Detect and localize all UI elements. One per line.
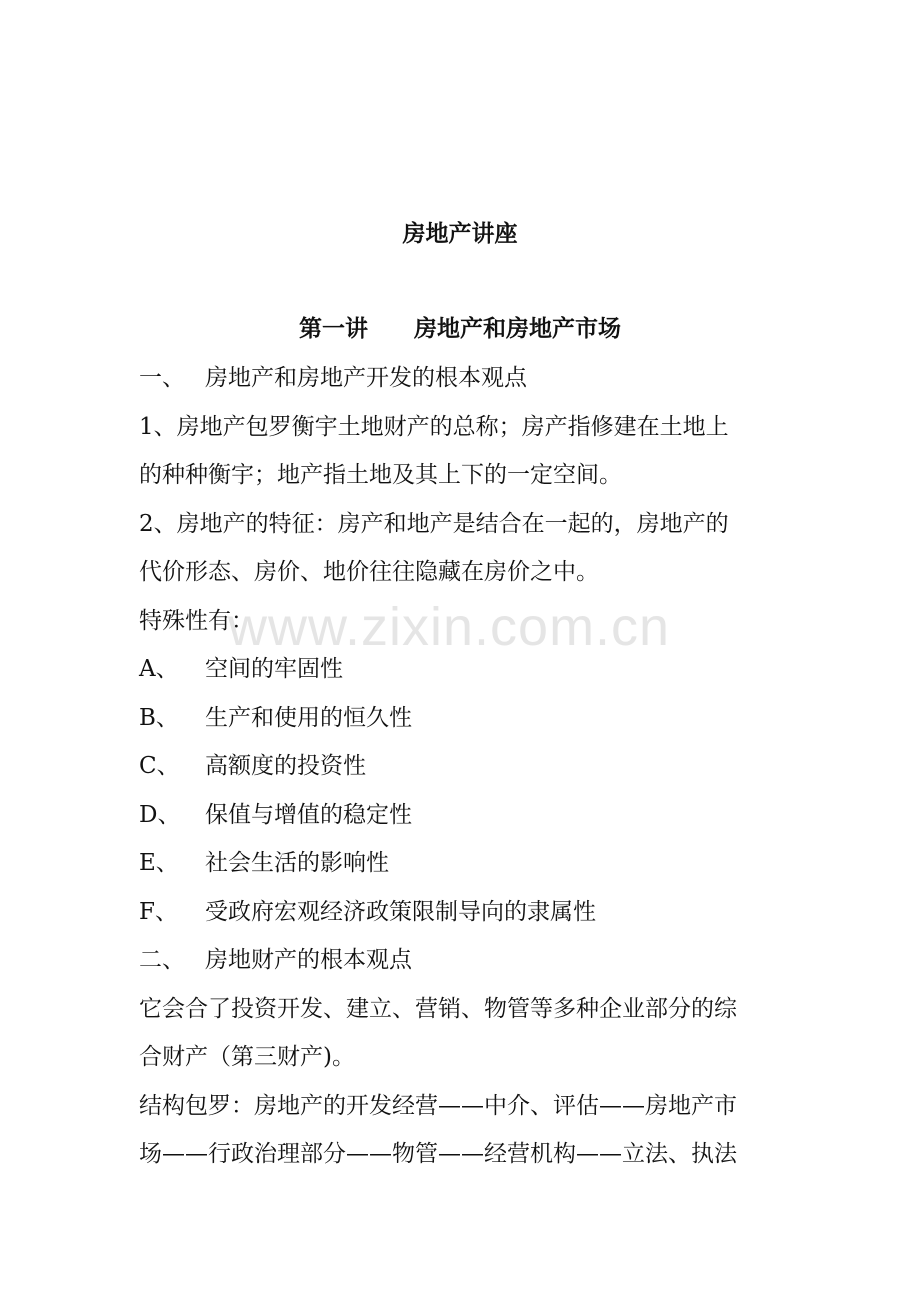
text-line — [139, 841, 799, 890]
list-marker: A、 — [139, 656, 179, 682]
text-line — [139, 599, 799, 648]
text-line — [139, 502, 799, 551]
text-line — [139, 453, 799, 502]
text-line — [139, 550, 799, 599]
text-line — [139, 405, 799, 454]
list-marker: E、 — [139, 850, 179, 876]
document-title: 房地产讲座 — [402, 220, 518, 247]
watermark-text: www.zixin.com.cn — [228, 597, 671, 657]
text-line — [139, 890, 799, 939]
list-marker: F、 — [139, 898, 178, 925]
list-marker: B、 — [139, 704, 179, 731]
line-text: 保值与增值的稳定性 — [205, 801, 412, 828]
line-text: 特殊性有： — [139, 607, 254, 634]
list-marker: C、 — [139, 753, 180, 779]
line-text: 结构包罗：房地产的开发经营——中介、评估——房地产市 — [139, 1092, 737, 1119]
line-text: 高额度的投资性 — [205, 753, 366, 779]
text-line — [139, 793, 799, 842]
lecture-heading: 第一讲 房地产和房地产市场 — [299, 315, 621, 342]
line-text: 它会合了投资开发、建立、营销、物管等多种企业部分的综 — [139, 995, 737, 1022]
line-text: 房地财产的根本观点 — [205, 947, 412, 973]
list-marker: 一、 — [139, 365, 185, 391]
line-text: 代价形态、房价、地价往往隐藏在房价之中。 — [139, 559, 599, 585]
line-text: 1、房地产包罗衡宇土地财产的总称；房产指修建在土地上 — [139, 413, 729, 440]
line-text: 房地产和房地产开发的根本观点 — [205, 365, 527, 391]
line-text: 生产和使用的恒久性 — [205, 704, 412, 731]
line-text: 2、房地产的特征：房产和地产是结合在一起的，房地产的 — [139, 510, 729, 537]
text-line — [139, 938, 799, 987]
text-line — [139, 356, 799, 405]
line-text: 场——行政治理部分——物管——经营机构——立法、执法 — [139, 1141, 737, 1167]
line-text: 社会生活的影响性 — [205, 850, 389, 876]
line-text: 的种种衡宇；地产指土地及其上下的一定空间。 — [139, 462, 622, 488]
line-text: 合财产（第三财产)。 — [139, 1044, 355, 1070]
text-line — [139, 987, 799, 1036]
text-line — [139, 1084, 799, 1133]
list-marker: 二、 — [139, 947, 185, 973]
line-text: 受政府宏观经济政策限制导向的隶属性 — [205, 898, 596, 925]
text-line — [139, 744, 799, 793]
text-line — [139, 696, 799, 745]
text-line — [139, 647, 799, 696]
line-text: 空间的牢固性 — [205, 656, 343, 682]
list-marker: D、 — [139, 801, 181, 828]
text-line — [139, 1035, 799, 1084]
document-body — [139, 356, 799, 1181]
text-line — [139, 1132, 799, 1181]
